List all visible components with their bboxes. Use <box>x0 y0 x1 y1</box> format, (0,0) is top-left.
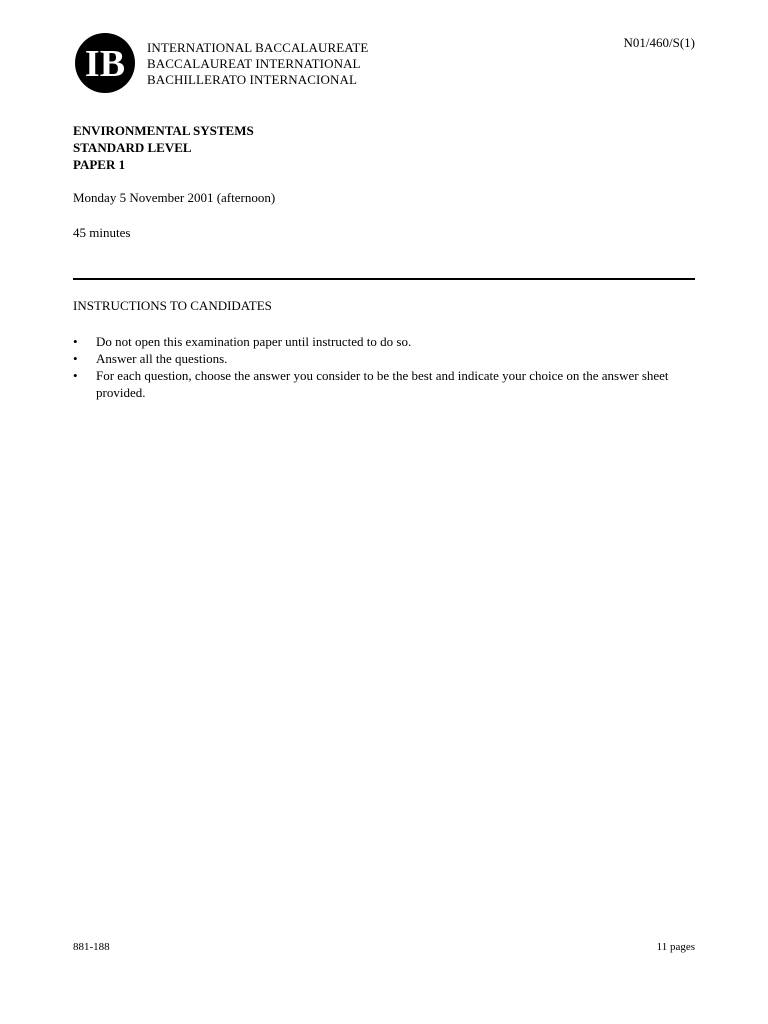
footer-code: 881-188 <box>73 941 110 953</box>
org-name-english: INTERNATIONAL BACCALAUREATE <box>147 40 369 55</box>
instruction-text: For each question, choose the answer you consider to be the best and indicate your choice on the answer sheet provided. <box>96 368 669 400</box>
instruction-item <box>73 350 695 367</box>
footer-page-count: 11 pages <box>656 941 695 953</box>
instruction-text: Do not open this examination paper until instructed to do so. <box>96 334 412 349</box>
bullet-icon: • <box>73 334 78 349</box>
exam-duration: 45 minutes <box>73 225 131 240</box>
instruction-item <box>73 367 695 401</box>
org-name-french: BACCALAUREAT INTERNATIONAL <box>147 56 361 71</box>
exam-subject: ENVIRONMENTAL SYSTEMS <box>73 123 254 138</box>
instruction-item <box>73 333 695 350</box>
instructions-list <box>73 333 695 401</box>
instructions-heading: INSTRUCTIONS TO CANDIDATES <box>73 298 272 313</box>
exam-date: Monday 5 November 2001 (afternoon) <box>73 190 276 205</box>
logo-text: IB <box>84 43 126 85</box>
instruction-text: Answer all the questions. <box>96 351 228 366</box>
bullet-icon: • <box>73 351 78 366</box>
exam-paper: PAPER 1 <box>73 157 126 172</box>
ib-logo-graphic <box>75 33 135 93</box>
horizontal-divider <box>73 278 695 280</box>
exam-level: STANDARD LEVEL <box>73 140 192 155</box>
exam-title-block <box>73 122 254 173</box>
org-name-spanish: BACHILLERATO INTERNACIONAL <box>147 72 357 87</box>
bullet-icon: • <box>73 368 78 383</box>
paper-code: N01/460/S(1) <box>623 35 695 50</box>
organization-names <box>147 40 368 88</box>
ib-logo-icon <box>75 33 135 93</box>
